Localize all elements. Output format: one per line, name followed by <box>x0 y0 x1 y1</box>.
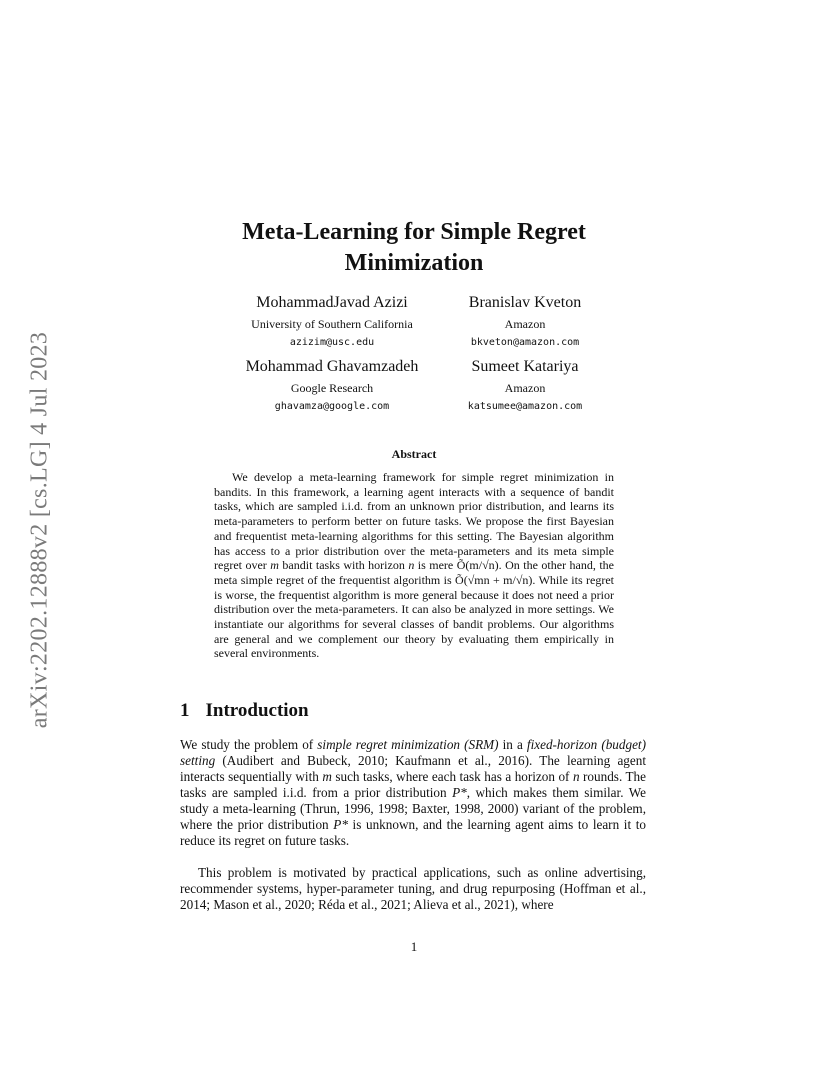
body-text: rounds. The tasks are sampled i.i.d. from a prior distribution <box>180 769 646 800</box>
abstract-heading: Abstract <box>391 447 437 461</box>
page-number: 1 <box>410 939 418 954</box>
arxiv-stamp <box>10 300 70 760</box>
section-heading <box>180 700 309 722</box>
author-email[interactable]: azizim@usc.edu <box>289 337 375 348</box>
arxiv-identifier[interactable]: arXiv:2202.12888v2 [cs.LG] 4 Jul 2023 <box>26 331 53 729</box>
abstract-text: . On the other hand, the meta simple regret of the frequentist algorithm is <box>214 558 615 587</box>
math-n: n <box>408 558 415 573</box>
math-m: m <box>270 558 279 573</box>
author-affiliation: Google Research <box>290 381 374 395</box>
author-email[interactable]: bkveton@amazon.com <box>470 337 580 348</box>
abstract-text: . While its regret is worse, the frequentist algorithm is more general because it does not need a prior distribution over the meta-parameters. It can also be analyzed in more settings. We instantiate our algorithms for several classes of bandit problems. Our algorithms are general and we complement our theory by evaluating them empirically in several environments. <box>214 572 614 661</box>
math-n: n <box>572 769 580 784</box>
bayes-regret-bound: Õ(m/√n) <box>456 558 499 573</box>
body-text: such tasks, where each task has a horizon of <box>331 769 573 784</box>
author-name: Branislav Kveton <box>468 294 582 311</box>
author-name: MohammadJavad Azizi <box>256 294 408 311</box>
frequentist-regret-bound: Õ(√mn + m/√n) <box>455 572 533 587</box>
body-text: (Audibert and Bubeck, 2010; Kaufmann et al., 2016). The learning agent interacts sequentially with <box>180 753 646 784</box>
author-block-2 <box>405 293 645 351</box>
math-m: m <box>322 769 332 784</box>
author-affiliation: Amazon <box>504 317 546 331</box>
section-number: 1 <box>180 700 190 721</box>
math-p-star: P* <box>452 785 467 800</box>
math-p-star: P* <box>333 817 348 832</box>
author-affiliation: Amazon <box>504 381 546 395</box>
body-text: , which makes them similar. We study a meta-learning (Thrun, 1996, 1998; Baxter, 1998, 2000) variant of the problem, where the prior distribution <box>180 785 646 832</box>
author-name: Sumeet Katariya <box>471 358 579 375</box>
abstract-text: We develop a meta-learning framework for simple regret minimization in bandits. In this framework, a learning agent interacts with a sequence of bandit tasks, which are sampled i.i.d. from an unknown prior distribution, and learns its meta-parameters to perform better on future tasks. We propose the first Bayesian and frequentist meta-learning algorithms for this setting. The Bayesian algorithm has access to a prior distribution over the meta-parameters and its meta simple regret over <box>214 470 614 573</box>
body-text: in a <box>498 737 527 752</box>
term-fixed-horizon: fixed-horizon (budget) setting <box>180 737 646 768</box>
author-email[interactable]: katsumee@amazon.com <box>467 401 583 412</box>
abstract-body <box>214 470 614 661</box>
intro-paragraph-1 <box>180 737 646 849</box>
paper-title: Meta-Learning for Simple Regret Minimization <box>242 219 586 276</box>
body-text: We study the problem of <box>180 737 318 752</box>
author-block-4 <box>405 357 645 415</box>
author-email[interactable]: ghavamza@google.com <box>274 401 390 412</box>
body-text: is unknown, and the learning agent aims to learn it to reduce its regret on future tasks. <box>180 817 647 848</box>
author-affiliation: University of Southern California <box>251 317 413 331</box>
author-name: Mohammad Ghavamzadeh <box>245 358 419 375</box>
abstract-text: bandit tasks with horizon <box>278 558 409 573</box>
abstract-text: is mere <box>414 558 457 573</box>
term-srm: simple regret minimization (SRM) <box>317 737 499 752</box>
intro-paragraph-2: This problem is motivated by practical applications, such as online advertising, recommender systems, hyper-parameter tuning, and drug repurposing (Hoffman et al., 2014; Mason et al., 2020; Réda et al., 2021; Alieva et al., 2021), where <box>180 865 646 912</box>
section-title: Introduction <box>205 700 309 721</box>
